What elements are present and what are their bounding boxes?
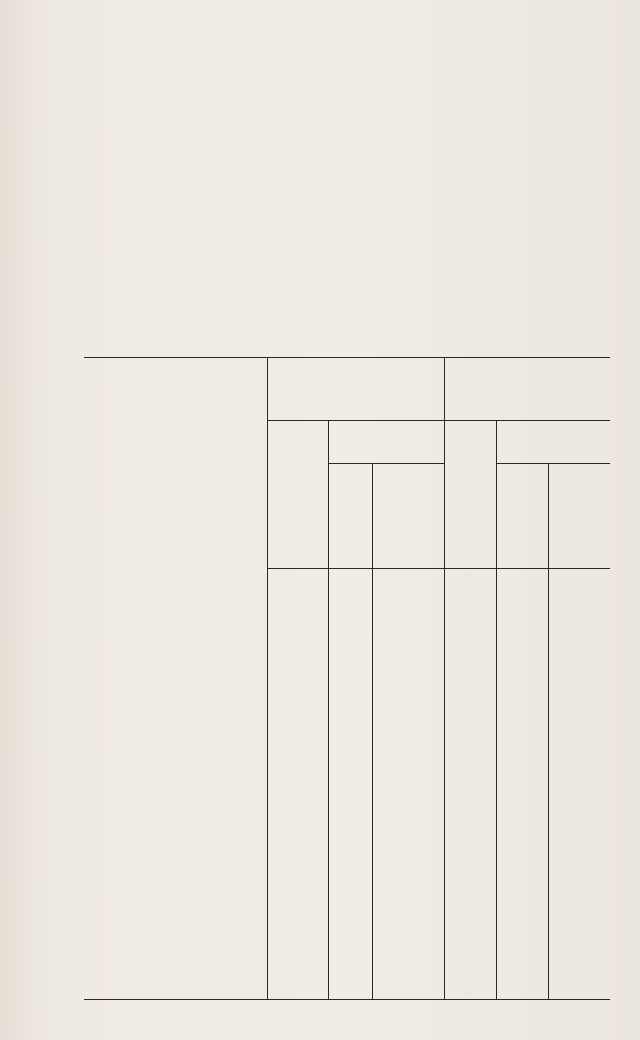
table-rule — [267, 420, 610, 421]
table-divider — [372, 463, 373, 999]
table-divider — [496, 420, 497, 999]
table-divider — [444, 357, 445, 999]
table-divider — [328, 420, 329, 999]
table-top-rule — [84, 357, 610, 358]
table-divider — [548, 463, 549, 999]
table-rule — [496, 463, 610, 464]
table-divider — [267, 357, 268, 999]
table-rule — [267, 568, 610, 569]
table-bottom-rule — [84, 999, 610, 1000]
table-rule — [328, 463, 444, 464]
